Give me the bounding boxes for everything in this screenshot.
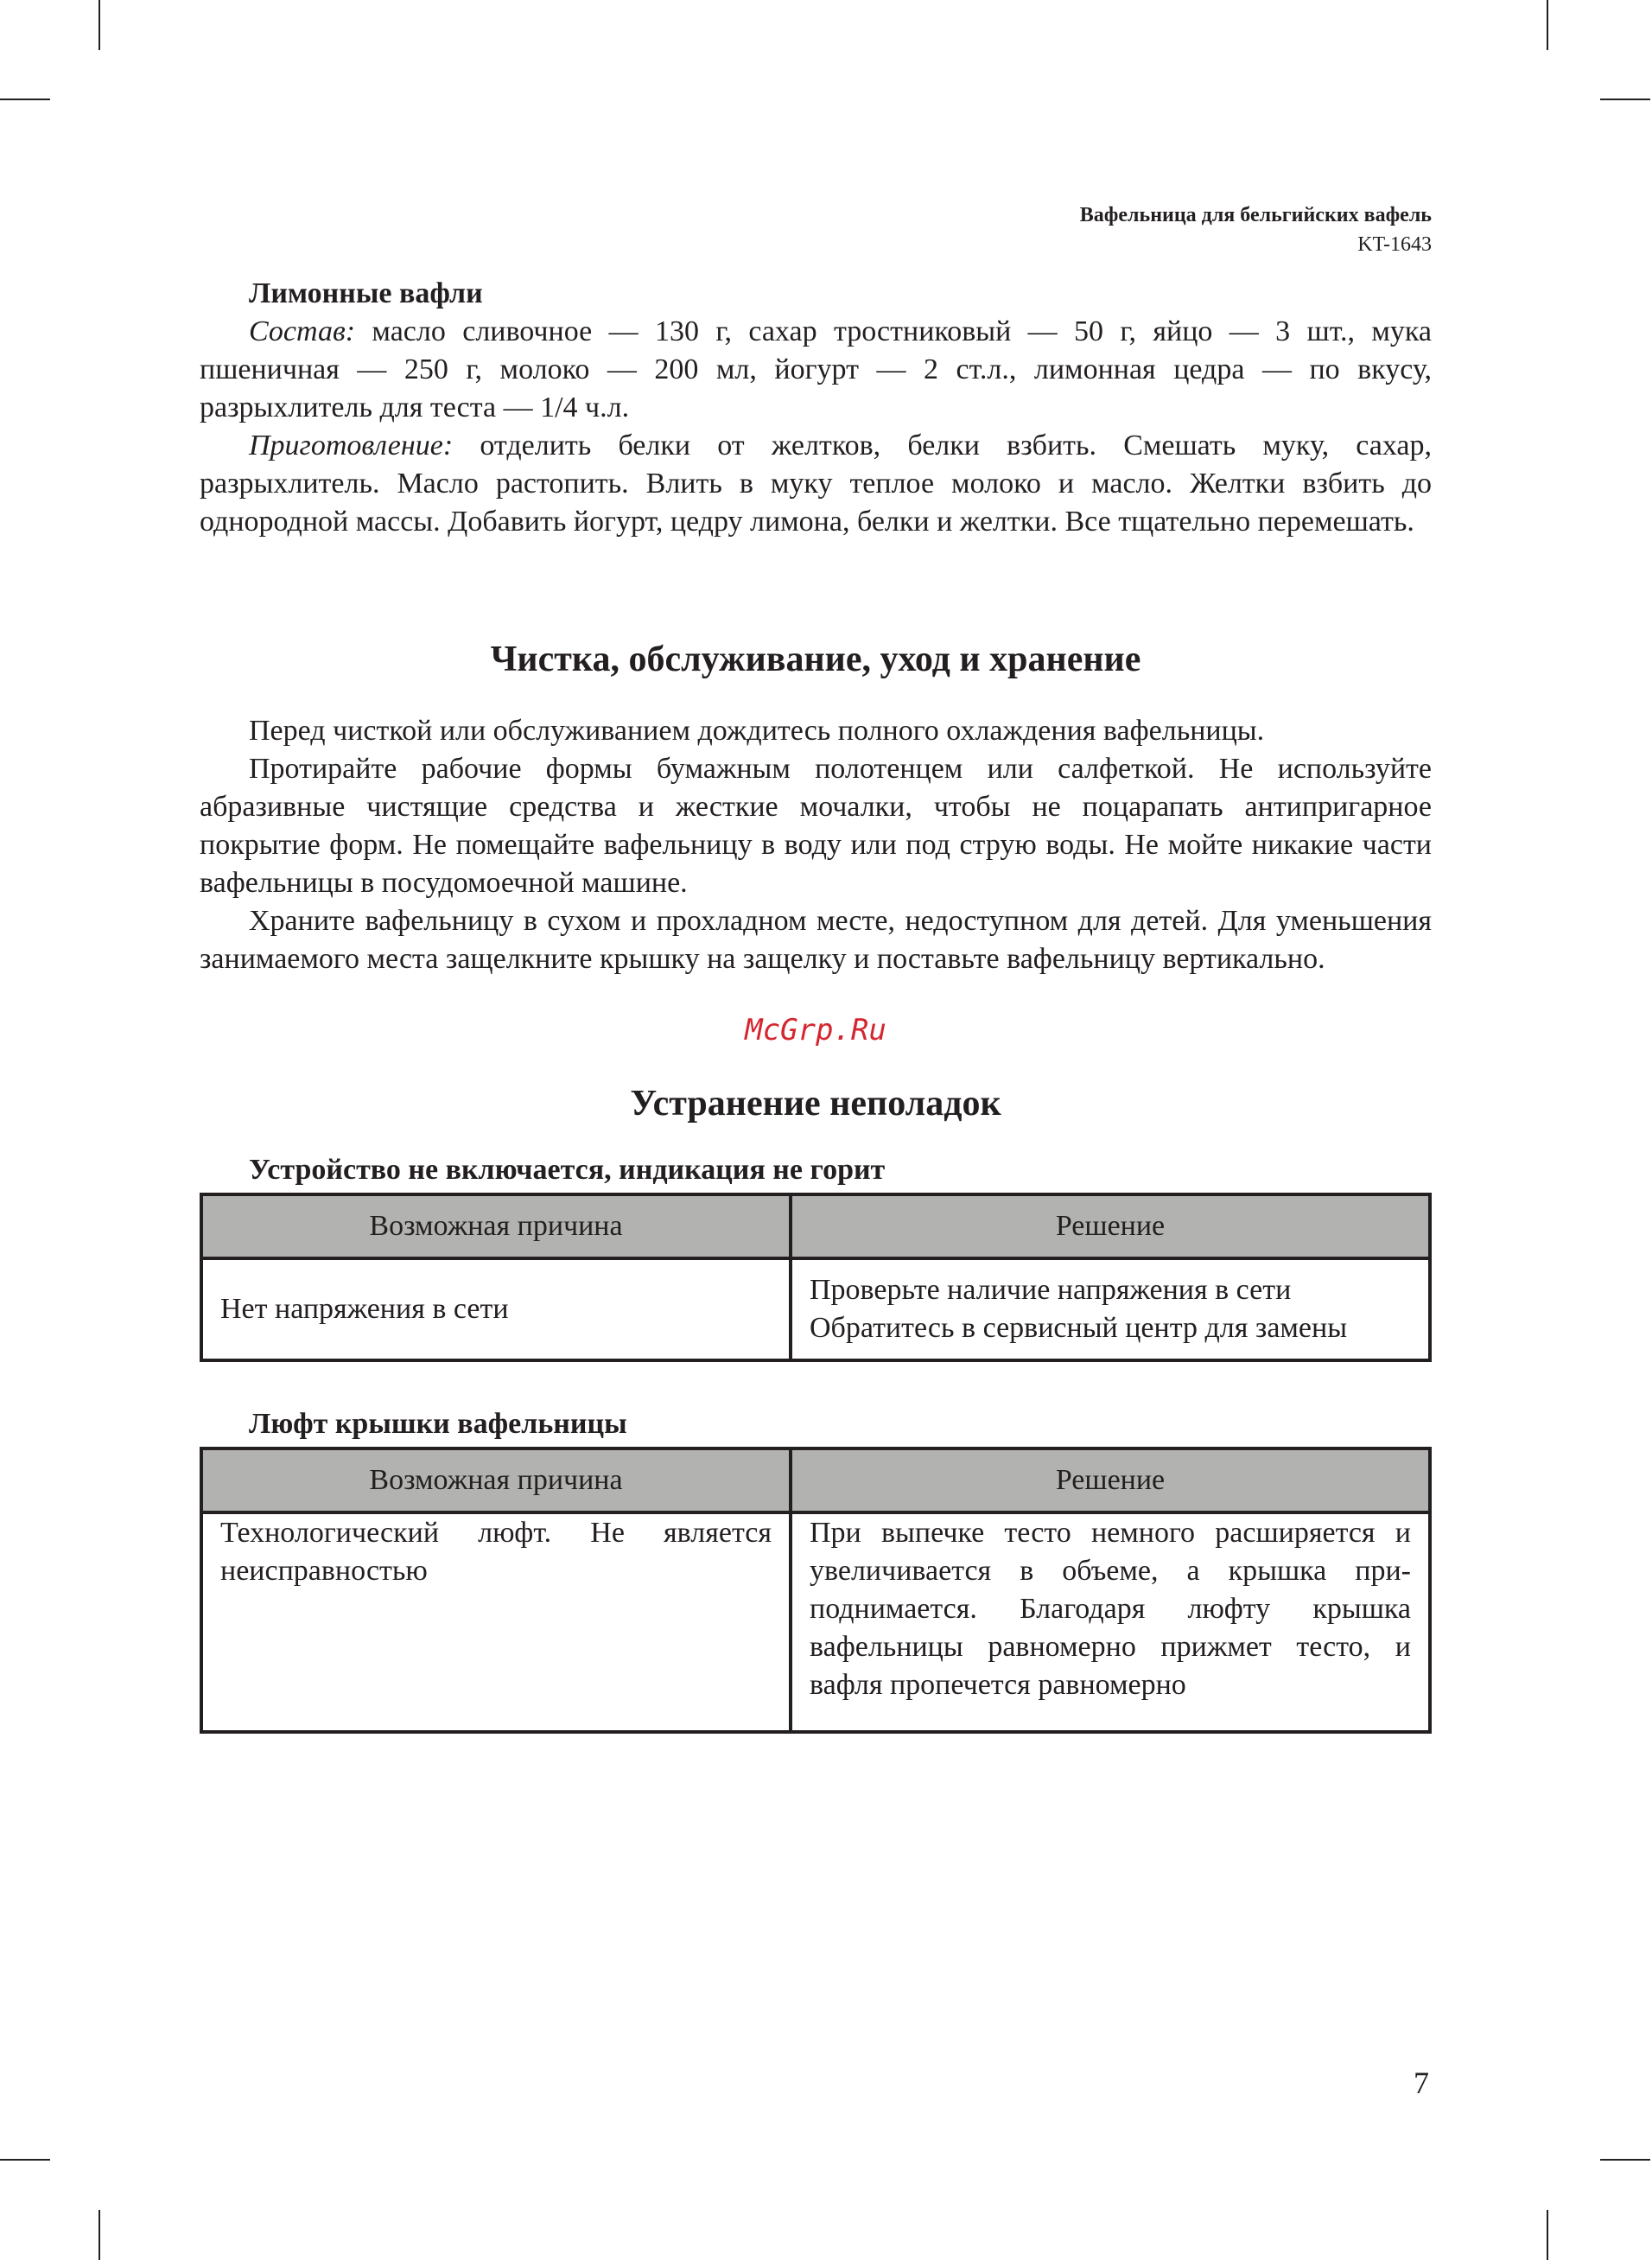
solution-line: Проверьте наличие напряжения в сети bbox=[810, 1274, 1292, 1306]
table-row bbox=[201, 1258, 1430, 1360]
model-code: KT-1643 bbox=[1357, 233, 1432, 256]
model-name: Вафельница для бельгийских вафель bbox=[1079, 204, 1432, 226]
crop-mark bbox=[1547, 0, 1548, 50]
crop-mark bbox=[0, 2159, 50, 2161]
cleaning-paragraph: Протирайте рабочие формы бумажным полотенцем или салфеткой. Не используйте абразивные чистящие средства и жесткие мочалки, чтобы не поцарапать антипригарное покрытие форм. Не помещайте вафельницу в воду или под струю воды. Не мойте никакие части вафельницы в посудомоечной машине. bbox=[200, 753, 1432, 899]
header-solution: Решение bbox=[791, 1448, 1430, 1512]
cause-cell: Нет напряжения в сети bbox=[201, 1258, 791, 1360]
solution-cell bbox=[791, 1258, 1430, 1360]
problem-title: Устройство не включается, индикация не горит bbox=[249, 1154, 886, 1186]
cleaning-section bbox=[200, 712, 1432, 978]
crop-mark bbox=[1600, 99, 1650, 100]
header-cause: Возможная причина bbox=[201, 1448, 791, 1512]
preparation-text: отделить белки от желтков, белки взбить. Смешать муку, сахар, разрыхлитель. Масло растопить. Влить в муку теплое молоко и масло. Желтки взбить до однородной массы. Добавить йогурт, цедру лимона, белки и желтки. Все тщательно перемешать. bbox=[200, 430, 1432, 538]
ingredients-label: Состав: bbox=[249, 315, 356, 347]
table-row bbox=[201, 1512, 1430, 1732]
crop-mark bbox=[0, 99, 50, 100]
crop-mark bbox=[1600, 2159, 1650, 2161]
table-header-row bbox=[201, 1448, 1430, 1512]
header-cause: Возможная причина bbox=[201, 1194, 791, 1258]
troubleshooting-table bbox=[200, 1447, 1432, 1734]
crop-mark bbox=[1547, 2210, 1548, 2260]
watermark: McGrp.Ru bbox=[745, 1013, 886, 1047]
cleaning-title: Чистка, обслуживание, уход и хранение bbox=[490, 640, 1141, 679]
crop-mark bbox=[98, 0, 100, 50]
cause-cell: Технологический люфт. Не является неисправностью bbox=[201, 1512, 791, 1732]
cleaning-paragraph: Храните вафельницу в сухом и прохладном месте, недоступном для детей. Для уменьшения занимаемого места защелкните крышку на защелку и поставьте вафельницу вертикально. bbox=[200, 905, 1432, 975]
troubleshooting-table bbox=[200, 1193, 1432, 1362]
header-solution: Решение bbox=[791, 1194, 1430, 1258]
problem-title: Люфт крышки вафельницы bbox=[249, 1408, 627, 1440]
page-number: 7 bbox=[1414, 2066, 1429, 2100]
recipe-ingredients bbox=[200, 313, 1432, 427]
preparation-label: Приготовление: bbox=[249, 430, 454, 462]
page-content bbox=[200, 275, 1432, 1734]
recipe-preparation bbox=[200, 427, 1432, 541]
recipe-title: Лимонные вафли bbox=[249, 277, 483, 309]
crop-mark bbox=[98, 2210, 100, 2260]
running-header bbox=[1080, 201, 1432, 259]
solution-line: Обратитесь в сервисный центр для замены bbox=[810, 1312, 1348, 1344]
cleaning-paragraph: Перед чисткой или обслуживанием дождитесь полного охлаждения вафельницы. bbox=[249, 715, 1265, 747]
troubleshooting-title: Устранение неполадок bbox=[630, 1084, 1001, 1124]
ingredients-text: масло сливочное — 130 г, сахар тростниковый — 50 г, яйцо — 3 шт., мука пшеничная — 250 г, молоко — 200 мл, йогурт — 2 ст.л., лимонная цедра — по вкусу, разрыхлитель для теста — 1/4 ч.л. bbox=[200, 315, 1432, 423]
solution-cell: При выпечке тесто немного расширяется и увеличивается в объеме, а крышка приподнимается. Благодаря люфту крышка вафельницы равномерно прижмет тесто, и вафля пропечется равномерно bbox=[791, 1512, 1430, 1732]
table-header-row bbox=[201, 1194, 1430, 1258]
